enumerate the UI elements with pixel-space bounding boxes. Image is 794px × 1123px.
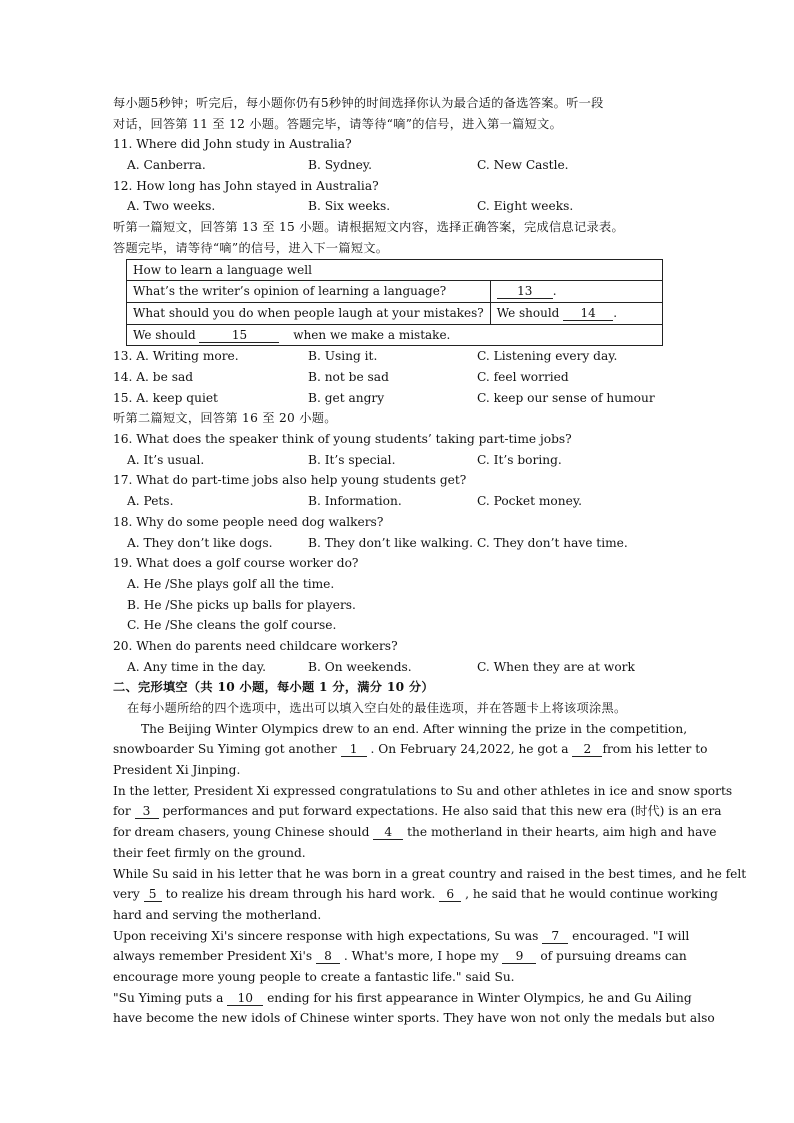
text: performances and put forward expectations. He also said that this new era (时代) is an era [162, 804, 722, 819]
option-a: A. It’s usual. [127, 452, 205, 467]
cloze-p4-line1 [113, 926, 690, 947]
option-b: B. Using it. [308, 349, 378, 364]
text: the motherland in their hearts, aim high and have [407, 825, 717, 840]
text: , he said that he would continue working [465, 887, 718, 902]
blank-14: 14 [563, 306, 613, 321]
table-row3-prefix: We should [133, 327, 196, 342]
text: . What's more, I hope my [343, 949, 503, 964]
question-20-stem: 20. When do parents need childcare workers? [113, 638, 398, 653]
option-b: B. not be sad [308, 370, 389, 384]
table-row3-suffix: when we make a mistake. [293, 327, 451, 342]
blank-1: 1 [341, 742, 367, 757]
question-14-options [113, 367, 683, 388]
option-c: C. feel worried [477, 370, 569, 384]
cloze-p3-line1: While Su said in his letter that he was born in a great country and raised in the best times, and he felt [113, 866, 747, 881]
text: ending for his first appearance in Winter Olympics, he and Gu Ailing [267, 990, 692, 1005]
option-a: A. Pets. [127, 494, 174, 509]
table-title: How to learn a language well [127, 259, 663, 281]
question-17-stem: 17. What do part-time jobs also help young students get? [113, 473, 467, 488]
passage1-intro-line-1: 听第一篇短文，回答第 13 至 15 小题。请根据短文内容，选择正确答案，完成信息记录表。 [113, 220, 624, 235]
cloze-p3-line3: hard and serving the motherland. [113, 907, 322, 922]
section-2-heading: 二、完形填空（共 10 小题，每小题 1 分，满分 10 分） [113, 680, 434, 695]
blank-8: 8 [316, 949, 340, 964]
question-15-options [113, 388, 683, 409]
option-a: 14. A. be sad [113, 370, 194, 384]
info-record-table [126, 259, 663, 347]
option-c: C. Pocket money. [477, 494, 582, 509]
cloze-p4-line3: encourage more young people to create a fantastic life." said Su. [113, 969, 515, 984]
question-20-options [113, 657, 683, 678]
cloze-p1-line1: The Beijing Winter Olympics drew to an end. After winning the prize in the competition, [141, 721, 688, 736]
option-c: C. When they are at work [477, 659, 635, 674]
table-row1-answer: 13 . [490, 281, 662, 303]
option-c: C. They don’t have time. [477, 535, 628, 550]
cloze-p3-line2 [113, 884, 718, 905]
question-17-options [113, 491, 683, 512]
blank-13: 13 [497, 284, 553, 299]
option-b: B. It’s special. [308, 452, 396, 467]
text: for dream chasers, young Chinese should [113, 825, 374, 840]
option-b: B. Six weeks. [308, 199, 391, 214]
question-12-stem: 12. How long has John stayed in Australia? [113, 178, 379, 193]
option-a: 13. A. Writing more. [113, 349, 239, 364]
option-b: B. get angry [308, 390, 385, 405]
option-a: A. They don’t like dogs. [127, 535, 273, 550]
text: snowboarder Su Yiming got another [113, 742, 341, 757]
cloze-p2-line4: their feet firmly on the ground. [113, 845, 306, 860]
blank-3: 3 [135, 804, 159, 819]
text: always remember President Xi's [113, 949, 317, 964]
table-row2-answer: We should 14 . [490, 302, 662, 324]
option-c: C. Listening every day. [477, 349, 618, 364]
passage2-intro: 听第二篇短文，回答第 16 至 20 小题。 [113, 411, 337, 426]
text: encouraged. "I will [572, 928, 690, 943]
blank-10: 10 [227, 991, 263, 1006]
blank-7: 7 [542, 929, 568, 944]
exam-page [113, 93, 747, 1029]
option-c: C. He /She cleans the golf course. [127, 618, 337, 633]
question-16-options [113, 450, 683, 471]
text: of pursuing dreams can [540, 949, 687, 964]
text: very [113, 887, 144, 902]
text: for [113, 804, 135, 819]
question-19-stem: 19. What does a golf course worker do? [113, 556, 359, 571]
blank-6: 6 [439, 887, 461, 902]
option-c: C. keep our sense of humour [477, 390, 655, 405]
option-b: B. He /She picks up balls for players. [127, 597, 356, 612]
option-b: B. On weekends. [308, 659, 412, 674]
text: to realize his dream through his hard work. [165, 887, 440, 902]
text: Upon receiving Xi's sincere response with high expectations, Su was [113, 928, 543, 943]
cloze-p4-line2 [113, 946, 687, 967]
table-row2-question: What should you do when people laugh at your mistakes? [127, 302, 491, 324]
text: from his letter to [602, 742, 708, 757]
option-b: B. Information. [308, 494, 402, 509]
option-a: A. Any time in the day. [127, 659, 267, 674]
option-a: A. He /She plays golf all the time. [127, 576, 335, 591]
option-a: 15. A. keep quiet [113, 390, 218, 405]
cloze-p5-line1 [113, 988, 692, 1009]
option-a: A. Two weeks. [127, 199, 216, 214]
text: . On February 24,2022, he got a [370, 742, 573, 757]
cloze-p1-line3: President Xi Jinping. [113, 763, 241, 778]
blank-4: 4 [373, 825, 403, 840]
question-18-options [113, 533, 683, 554]
section-2-instruction: 在每小题所给的四个选项中，选出可以填入空白处的最佳选项，并在答题卡上将该项涂黑。 [127, 701, 627, 715]
text: "Su Yiming puts a [113, 990, 228, 1005]
table-row3 [127, 324, 663, 346]
option-c: C. Eight weeks. [477, 199, 574, 214]
blank-2: 2 [572, 742, 602, 757]
blank-9: 9 [502, 949, 536, 964]
cloze-p5-line2: have become the new idols of Chinese winter sports. They have won not only the medals but also [113, 1011, 715, 1026]
cloze-p1-line2 [113, 739, 708, 760]
cloze-p2-line3 [113, 822, 717, 843]
table-row2-prefix: We should [496, 305, 560, 320]
intro-line-2: 对话，回答第 11 至 12 小题。答题完毕，请等待“嘀”的信号，进入第一篇短文。 [113, 116, 563, 131]
blank-15: 15 [199, 328, 279, 343]
question-11-stem: 11. Where did John study in Australia? [113, 137, 352, 152]
passage1-intro-line-2: 答题完毕，请等待“嘀”的信号，进入下一篇短文。 [113, 240, 389, 255]
intro-line-1: 每小题5秒钟；听完后，每小题你仍有5秒钟的时间选择你认为最合适的备选答案。听一段 [113, 96, 604, 110]
question-18-stem: 18. Why do some people need dog walkers? [113, 514, 384, 529]
question-12-options [113, 196, 683, 217]
table-row1-question: What’s the writer’s opinion of learning a language? [127, 281, 491, 303]
option-a: A. Canberra. [127, 158, 206, 173]
question-16-stem: 16. What does the speaker think of young students’ taking part-time jobs? [113, 432, 572, 447]
option-c: C. It’s boring. [477, 452, 562, 467]
question-11-options [113, 155, 683, 176]
option-b: B. Sydney. [308, 158, 372, 173]
cloze-p2-line1: In the letter, President Xi expressed congratulations to Su and other athletes in ice and snow sports [113, 783, 733, 798]
question-13-options [113, 346, 683, 367]
blank-5: 5 [144, 887, 162, 902]
option-c: C. New Castle. [477, 158, 569, 173]
option-b: B. They don’t like walking. [308, 535, 473, 550]
cloze-p2-line2 [113, 801, 722, 822]
